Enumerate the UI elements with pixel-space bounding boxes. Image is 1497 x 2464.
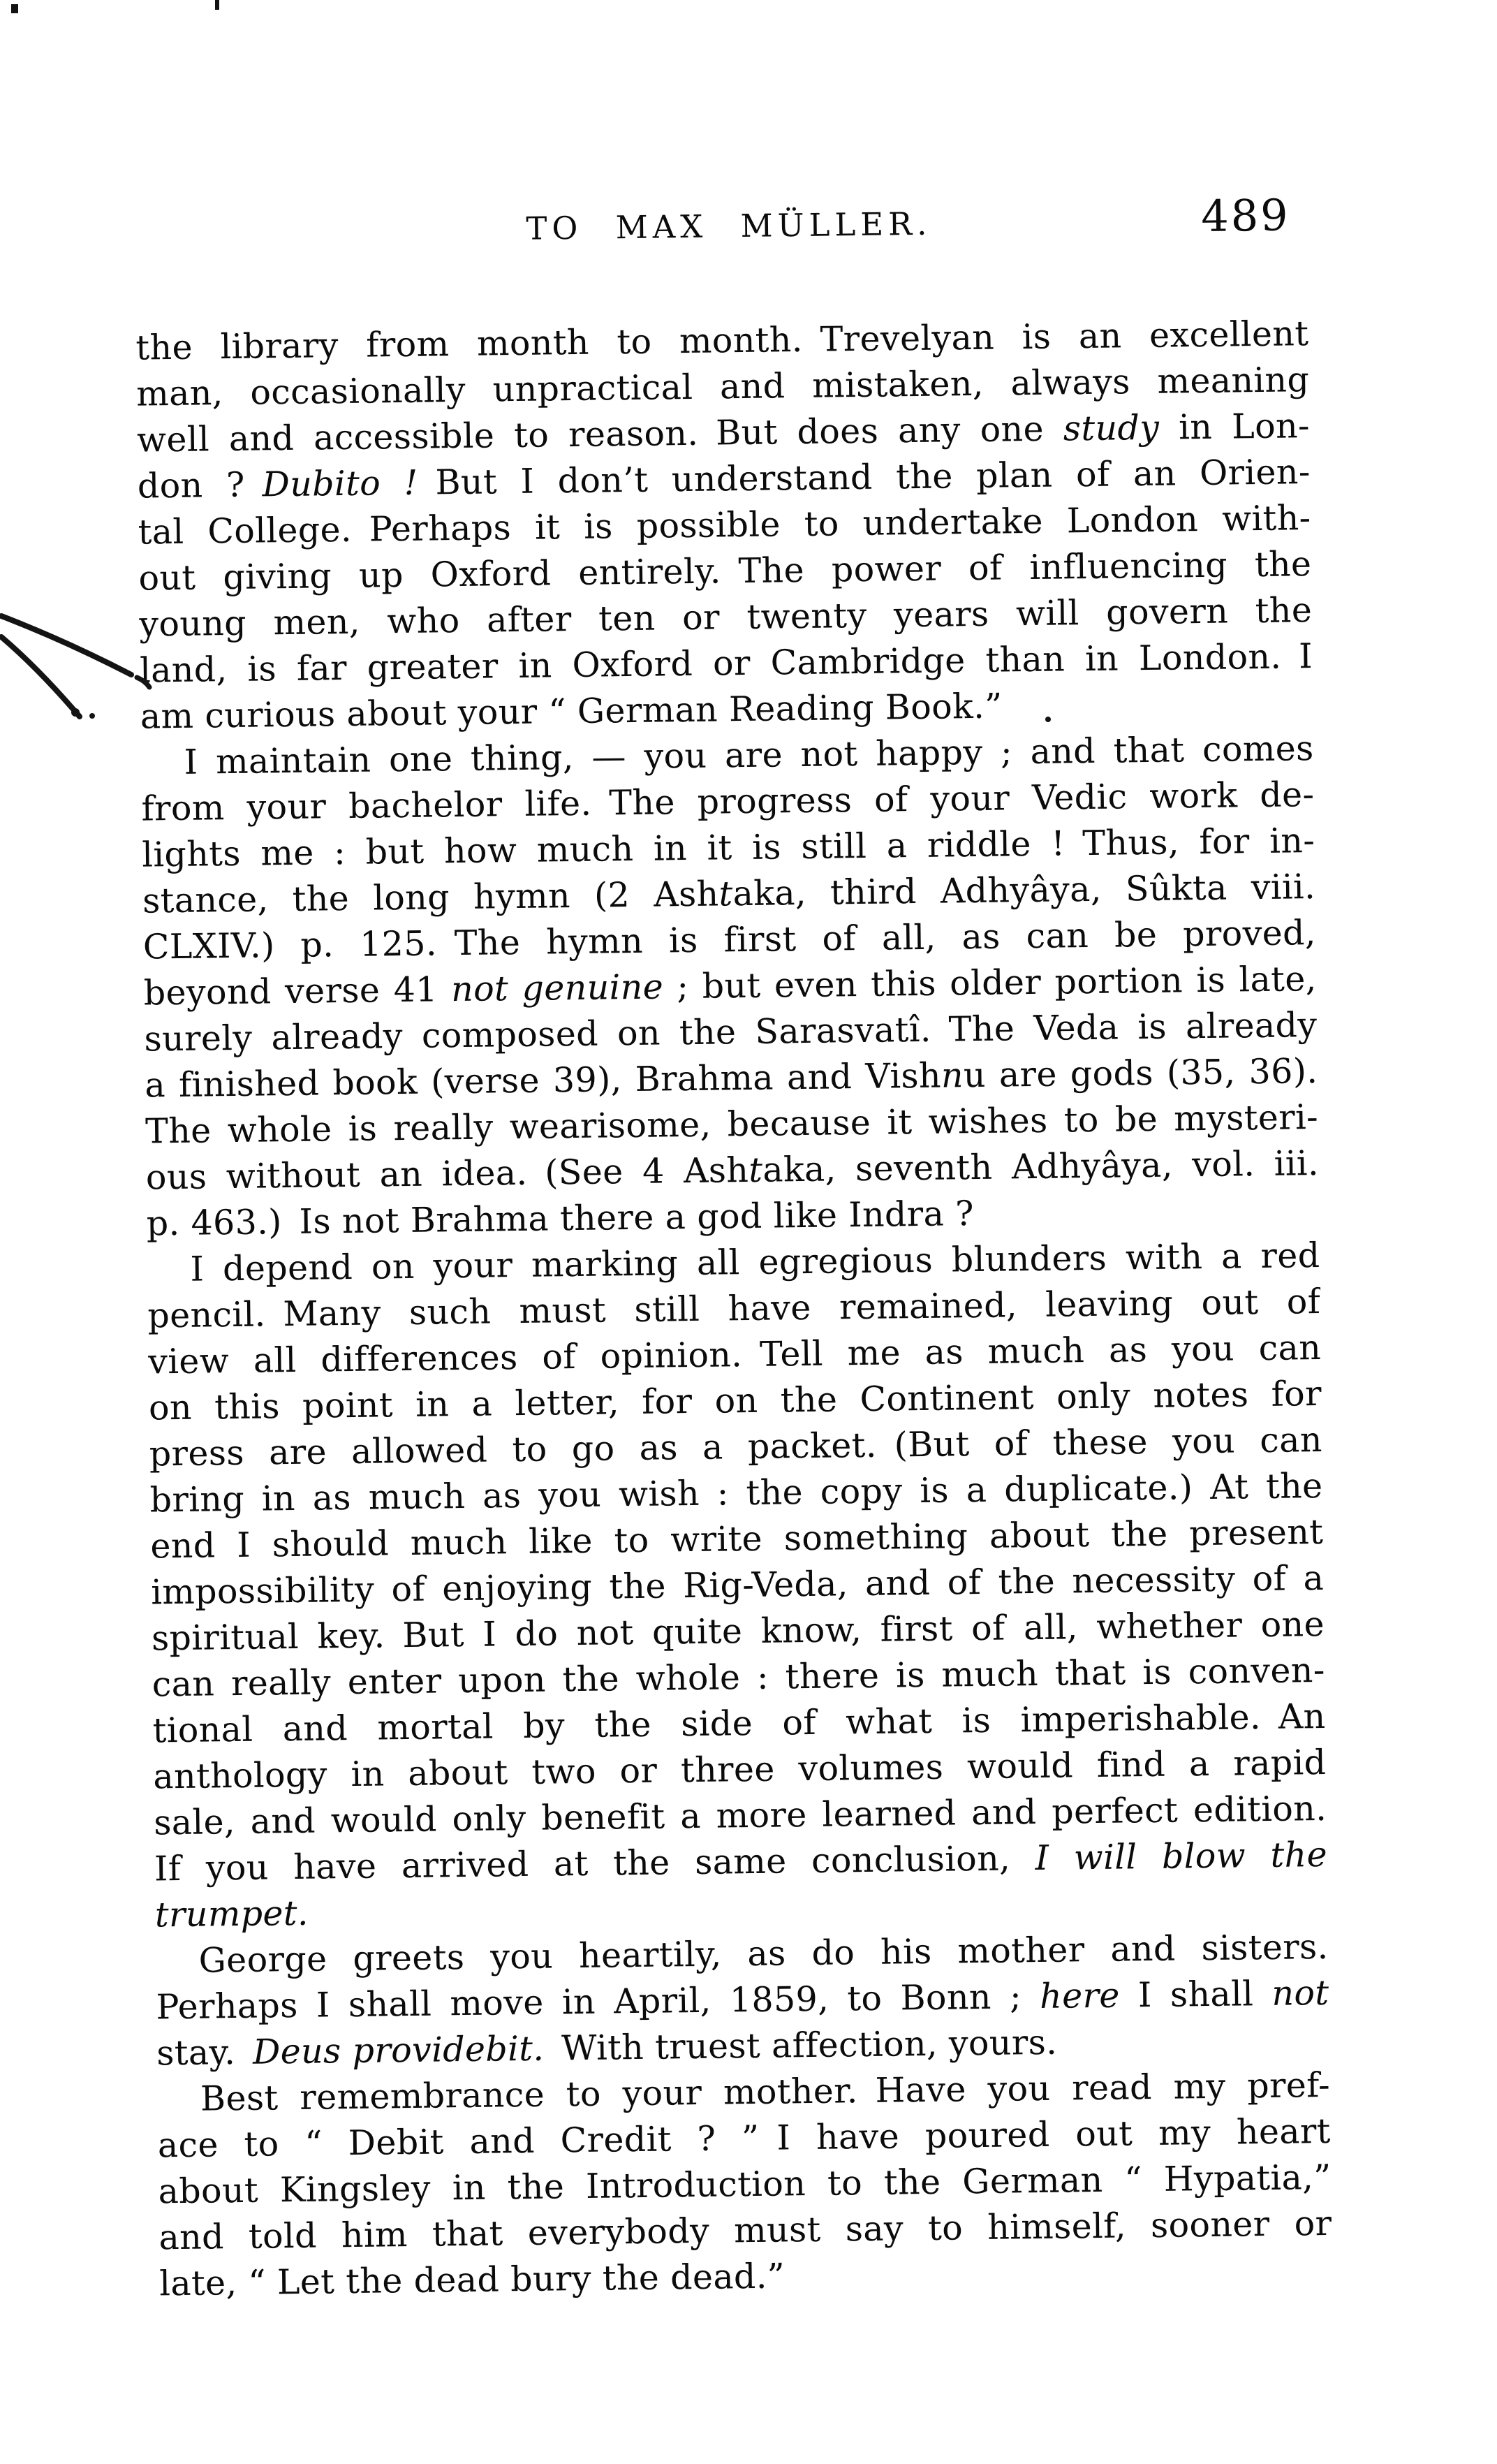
text-line: stay. Deus providebit. With truest affection, yours. bbox=[156, 2022, 1058, 2074]
text-line: late, “ Let the dead bury the dead.” bbox=[158, 2256, 786, 2304]
text-line: George greets you heartily, as do his mother and sisters. bbox=[198, 1926, 1329, 1981]
margin-pen-mark bbox=[0, 602, 182, 735]
text-line: trumpet. bbox=[154, 1893, 309, 1935]
text-line: man, occasionally unpractical and mistaken, always meaning bbox=[135, 360, 1310, 414]
scan-speck bbox=[1045, 717, 1051, 722]
text-line: bring in as much as you wish : the copy is a duplicate.) At the bbox=[149, 1465, 1323, 1520]
text-line: tal College. Perhaps it is possible to undertake London with- bbox=[138, 498, 1311, 552]
text-line: stance, the long hymn (2 Ashtaka, third Adhyâya, Sûkta viii. bbox=[142, 867, 1316, 921]
text-line: well and accessible to reason. But does any one study in Lon- bbox=[136, 406, 1311, 460]
text-line: ace to “ Debit and Credit ? ” I have poured out my heart bbox=[157, 2111, 1332, 2166]
text-line: a finished book (verse 39), Brahma and Vishnu are gods (35, 36). bbox=[145, 1051, 1318, 1106]
text-line: land, is far greater in Oxford or Cambridge than in London. I bbox=[139, 636, 1313, 691]
text-line: lights me : but how much in it is still a riddle ! Thus, for in- bbox=[141, 821, 1315, 875]
scan-speck bbox=[11, 4, 18, 13]
text-line: am curious about your “ German Reading Book.” bbox=[140, 686, 1003, 737]
text-line: end I should much like to write something about the present bbox=[150, 1511, 1324, 1567]
text-line: CLXIV.) p. 125. The hymn is first of all, as can be proved, bbox=[142, 913, 1317, 967]
text-line: Best remembrance to your mother. Have you read my pref- bbox=[200, 2065, 1331, 2119]
text-line: anthology in about two or three volumes would find a rapid bbox=[153, 1742, 1327, 1797]
text-line: on this point in a letter, for on the Continent only notes for bbox=[148, 1373, 1322, 1428]
text-line: about Kingsley in the Introduction to the German “ Hypatia,” bbox=[158, 2157, 1332, 2212]
text-line: impossibility of enjoying the Rig-Veda, and of the necessity of a bbox=[150, 1557, 1325, 1613]
text-line: I depend on your marking all egregious blunders with a red bbox=[190, 1235, 1320, 1289]
text-line: out giving up Oxford entirely. The power of influencing the bbox=[138, 544, 1312, 599]
text-line: don ? Dubito ! But I don’t understand the plan of an Orien- bbox=[137, 452, 1311, 506]
text-line: view all differences of opinion. Tell me as much as you can bbox=[147, 1327, 1322, 1382]
running-head-title: TO MAX MÜLLER. bbox=[526, 205, 932, 247]
text-line: I maintain one thing, — you are not happy ; and that comes bbox=[184, 728, 1314, 782]
text-line: ous without an idea. (See 4 Ashtaka, seventh Adhyâya, vol. iii. bbox=[145, 1143, 1320, 1198]
text-line: from your bachelor life. The progress of your Vedic work de- bbox=[141, 775, 1315, 829]
text-line: sale, and would only benefit a more learned and perfect edition. bbox=[153, 1788, 1327, 1843]
text-line: can really enter upon the whole : there is much that is conven- bbox=[152, 1650, 1326, 1705]
text-line: press are allowed to go as a packet. (But of these you can bbox=[149, 1419, 1323, 1474]
text-line: surely already composed on the Sarasvatî. The Veda is already bbox=[144, 1005, 1318, 1059]
page-number: 489 bbox=[1200, 189, 1291, 242]
text-line: and told him that everybody must say to himself, sooner or bbox=[158, 2203, 1332, 2258]
text-line: the library from month to month. Trevelyan is an excellent bbox=[135, 314, 1309, 368]
text-line: Perhaps I shall move in April, 1859, to Bonn ; here I shall not bbox=[156, 1972, 1329, 2027]
text-line: pencil. Many such must still have remained, leaving out of bbox=[147, 1282, 1321, 1336]
text-line: If you have arrived at the same conclusion, I will blow the bbox=[154, 1834, 1328, 1889]
scan-speck bbox=[215, 0, 219, 10]
text-line: young men, who after ten or twenty years will govern the bbox=[138, 590, 1313, 645]
text-line: spiritual key. But I do not quite know, first of all, whether one bbox=[151, 1604, 1325, 1659]
text-line: beyond verse 41 not genuine ; but even this older portion is late, bbox=[143, 959, 1317, 1013]
text-line: The whole is really wearisome, because it wishes to be mysteri- bbox=[145, 1097, 1319, 1152]
text-line: p. 463.) Is not Brahma there a god like Indra ? bbox=[146, 1194, 975, 1244]
text-block bbox=[135, 311, 1333, 2307]
text-line: tional and mortal by the side of what is imperishable. An bbox=[152, 1696, 1326, 1751]
